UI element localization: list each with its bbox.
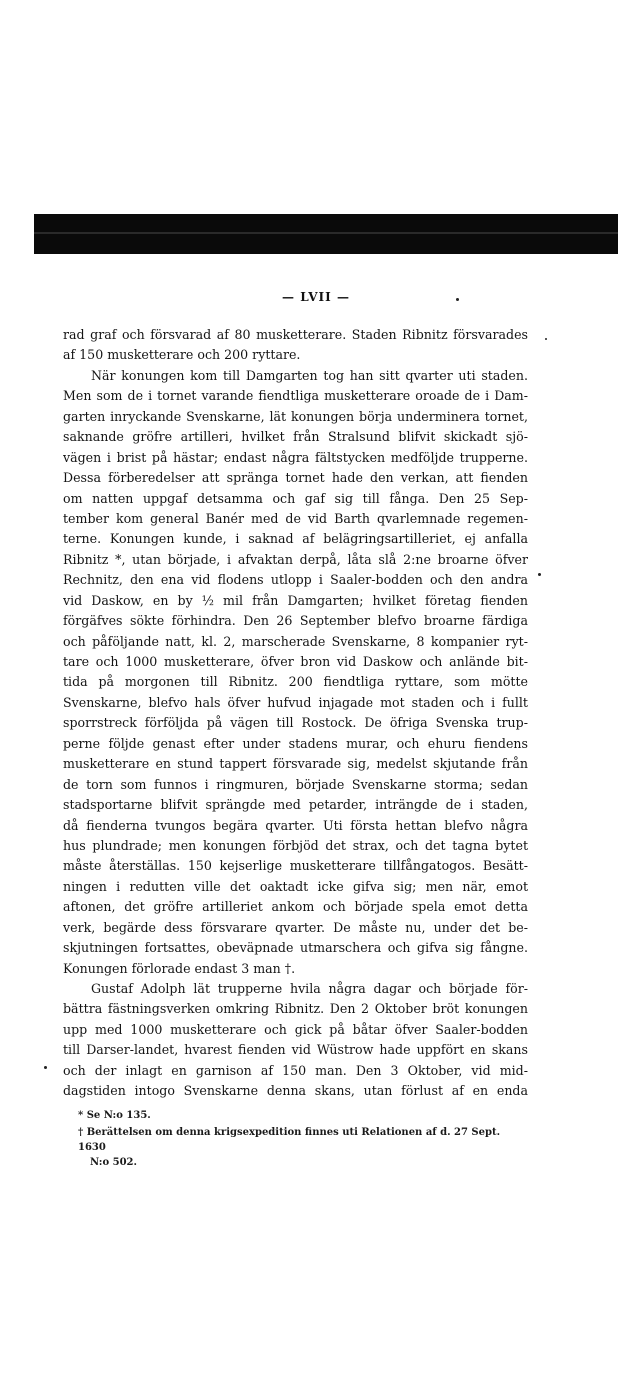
- footnote: * Se N:o 135.: [78, 1110, 151, 1121]
- text-line: ningen i redutten ville det oaktadt icke gifva sig; men när, emot: [63, 878, 528, 894]
- text-line: af 150 musketterare och 200 ryttare.: [63, 347, 301, 363]
- text-line: till Darser-landet, hvarest fienden vid Wüstrow hade uppfört en skans: [63, 1042, 528, 1058]
- text-line: tember kom general Banér med de vid Barth qvarlemnade regemen-: [63, 510, 528, 526]
- scan-band-seam: [34, 232, 618, 234]
- text-line: och der inlagt en garnison af 150 man. Den 3 Oktober, vid mid-: [63, 1062, 528, 1078]
- scan-black-band: [34, 214, 618, 254]
- text-line: Ribnitz *, utan började, i afvaktan derpå, låta slå 2:ne broarne öfver: [63, 551, 528, 567]
- text-line: stadsportarne blifvit sprängde med petarder, inträngde de i staden,: [63, 797, 528, 813]
- scan-speck: [44, 1066, 47, 1069]
- text-line: måste återställas. 150 kejserlige musketterare tillfångatogos. Besätt-: [63, 858, 528, 874]
- text-line: Rechnitz, den ena vid flodens utlopp i Saaler-bodden och den andra: [63, 572, 528, 588]
- text-line: Men som de i tornet varande fiendtliga musketterare oroade de i Dam-: [63, 388, 528, 404]
- text-line: saknande gröfre artilleri, hvilket från Stralsund blifvit skickadt sjö-: [63, 429, 528, 445]
- text-line: rad graf och försvarad af 80 musketterare. Staden Ribnitz försvarades: [63, 327, 528, 342]
- text-line: Gustaf Adolph lät trupperne hvila några dagar och började för-: [91, 981, 528, 996]
- page-number-header: — LVII —: [282, 290, 350, 304]
- text-line: dagstiden intogo Svenskarne denna skans, utan förlust af en enda: [63, 1083, 528, 1099]
- text-line: Konungen förlorade endast 3 man †.: [63, 960, 296, 976]
- text-line: om natten uppgaf detsamma och gaf sig till fånga. Den 25 Sep-: [63, 490, 528, 506]
- text-line: vid Daskow, en by ½ mil från Damgarten; hvilket företag fienden: [63, 592, 528, 608]
- text-line: aftonen, det gröfre artilleriet ankom och började spela emot detta: [63, 899, 528, 915]
- text-line: tare och 1000 musketterare, öfver bron vid Daskow och anlände bit-: [63, 654, 528, 669]
- text-line: tida på morgonen till Ribnitz. 200 fiendtliga ryttare, som mötte: [63, 674, 528, 690]
- scan-speck: [456, 298, 459, 301]
- text-line: Dessa förberedelser att spränga tornet hade den verkan, att fienden: [63, 470, 528, 486]
- footnote-continuation: N:o 502.: [90, 1157, 137, 1168]
- footnotes: [78, 1108, 530, 1172]
- text-line: hus plundrade; men konungen förbjöd det strax, och det tagna bytet: [63, 837, 528, 853]
- text-line: När konungen kom till Damgarten tog han sitt qvarter uti staden.: [91, 367, 528, 383]
- text-line: sporrstreck förföljda på vägen till Rostock. De öfriga Svenska trup-: [63, 715, 528, 731]
- text-line: bättra fästningsverken omkring Ribnitz. Den 2 Oktober bröt konungen: [63, 1001, 528, 1017]
- text-line: terne. Konungen kunde, i saknad af belägringsartilleriet, ej anfalla: [63, 531, 528, 547]
- text-line: skjutningen fortsattes, obeväpnade utmarschera och gifva sig fångne.: [63, 940, 528, 956]
- text-line: musketterare en stund tappert försvarade sig, medelst skjutande från: [63, 756, 528, 772]
- text-line: och påföljande natt, kl. 2, marscherade Svenskarne, 8 kompanier ryt-: [63, 633, 528, 649]
- text-line: de torn som funnos i ringmuren, började Svenskarne storma; sedan: [63, 776, 528, 792]
- text-line: förgäfves sökte förhindra. Den 26 September blefvo broarne färdiga: [63, 613, 528, 629]
- body-text: [63, 325, 528, 1102]
- text-line: upp med 1000 musketterare och gick på båtar öfver Saaler-bodden: [63, 1021, 528, 1037]
- text-line: garten inryckande Svenskarne, lät konungen börja underminera tornet,: [63, 408, 528, 424]
- footnote: † Berättelsen om denna krigsexpedition finnes uti Relationen af d. 27 Sept. 1630: [78, 1127, 501, 1153]
- text-line: perne följde genast efter under stadens murar, och ehuru fiendens: [63, 735, 528, 751]
- text-line: vägen i brist på hästar; endast några fältstycken medföljde trupperne.: [63, 449, 528, 465]
- text-line: då fienderna tvungos begära qvarter. Uti första hettan blefvo några: [63, 817, 528, 833]
- text-line: Svenskarne, blefvo hals öfver hufvud injagade mot staden och i fullt: [63, 694, 528, 710]
- text-line: verk, begärde dess försvarare qvarter. De måste nu, under det be-: [63, 919, 528, 935]
- scan-speck: [545, 338, 547, 340]
- scan-speck: [538, 573, 541, 576]
